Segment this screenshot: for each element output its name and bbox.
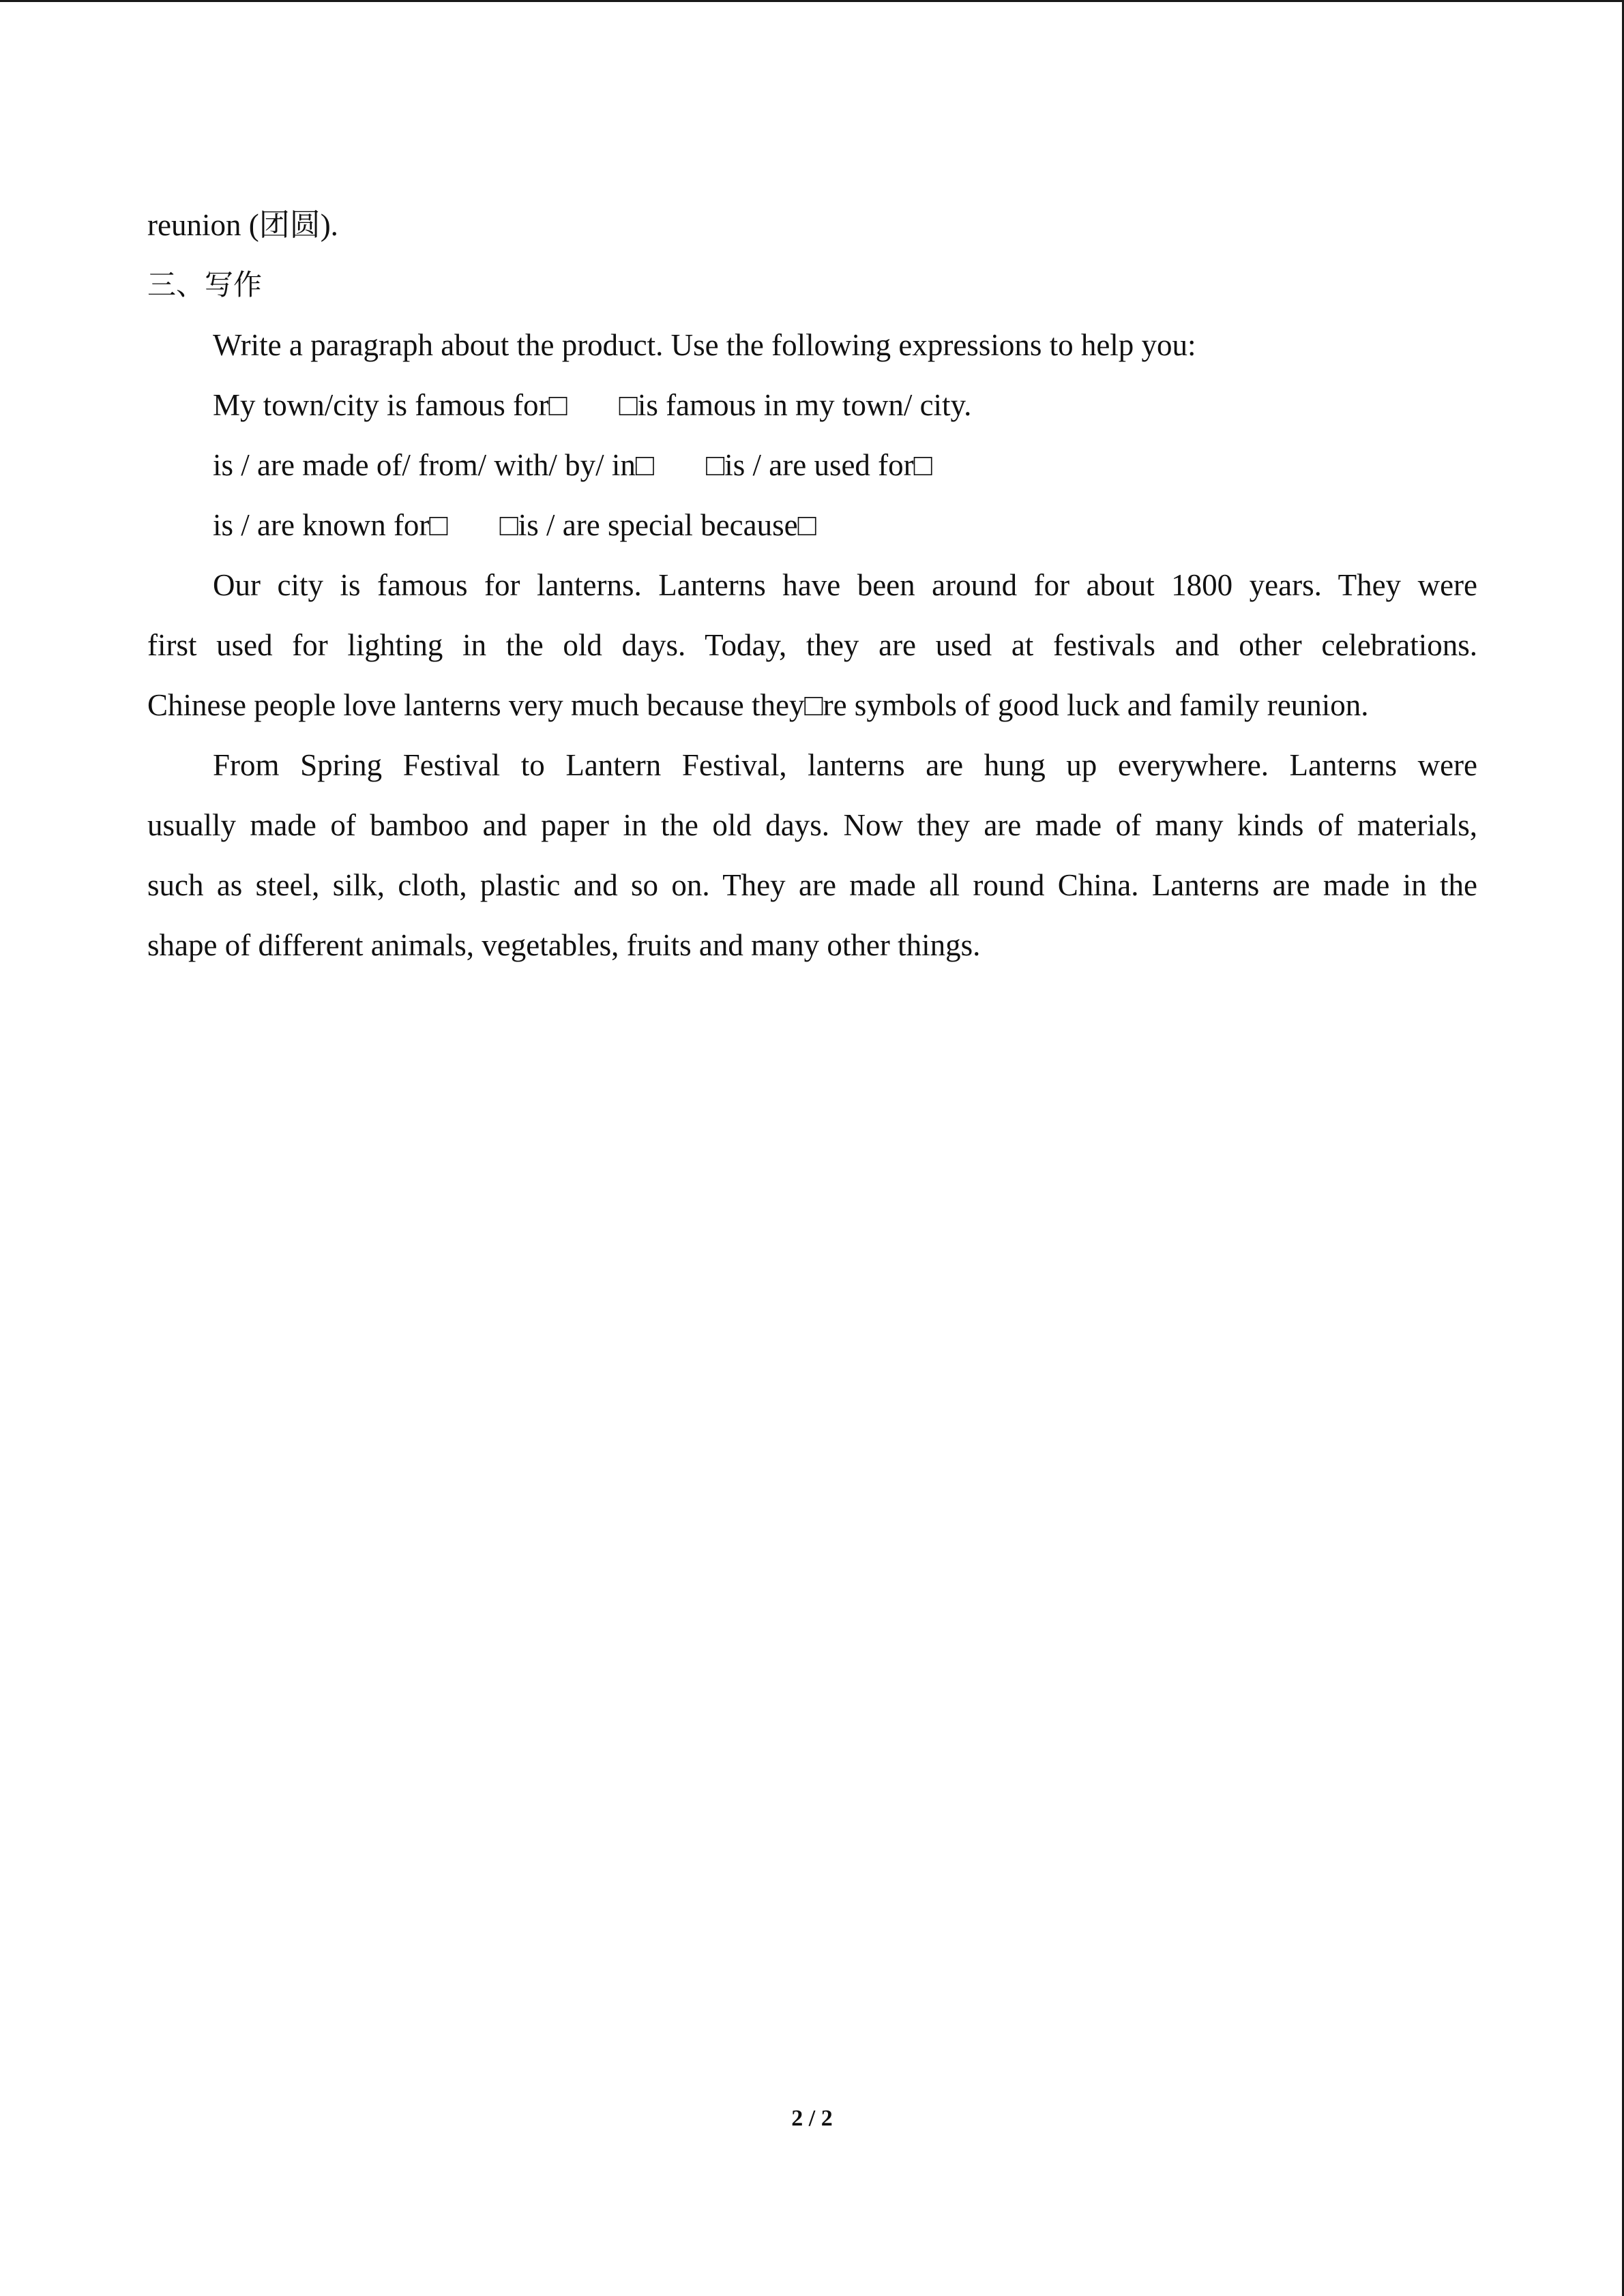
paragraph-2-line-3: such as steel, silk, cloth, plastic and so on. They are made all round China. Lanterns are made in the [147,868,1477,902]
writing-instruction: Write a paragraph about the product. Use the following expressions to help you: [213,328,1196,362]
expression-3a: is / are known for□ [213,508,448,542]
paragraph-1-line-1: Our city is famous for lanterns. Lanterns have been around for about 1800 years. They were [213,568,1477,602]
expression-1a: My town/city is famous for□ [213,388,567,422]
expression-1b: □is famous in my town/ city. [619,388,972,422]
paragraph-2-line-4: shape of different animals, vegetables, fruits and many other things. [147,928,981,962]
expression-line-2 [213,445,932,486]
expression-2a: is / are made of/ from/ with/ by/ in□ [213,448,655,482]
paragraph-1-line-3: Chinese people love lanterns very much because they□re symbols of good luck and family reunion. [147,688,1369,722]
page-number: 2 / 2 [791,2106,833,2131]
expression-2b: □is / are used for□ [706,448,932,482]
continued-line: reunion (团圆). [147,208,338,242]
paragraph-2-line-2: usually made of bamboo and paper in the old days. Now they are made of many kinds of materials, [147,808,1477,842]
paragraph-1-line-2: first used for lighting in the old days. Today, they are used at festivals and other celebrations. [147,628,1477,662]
paragraph-2-line-1: From Spring Festival to Lantern Festival, lanterns are hung up everywhere. Lanterns were [213,748,1477,782]
page-top-border [0,0,1624,2]
expression-3b: □is / are special because□ [499,508,816,542]
expression-line-3 [213,505,816,546]
expression-line-1 [213,385,971,426]
section-heading: 三、写作 [147,268,263,301]
